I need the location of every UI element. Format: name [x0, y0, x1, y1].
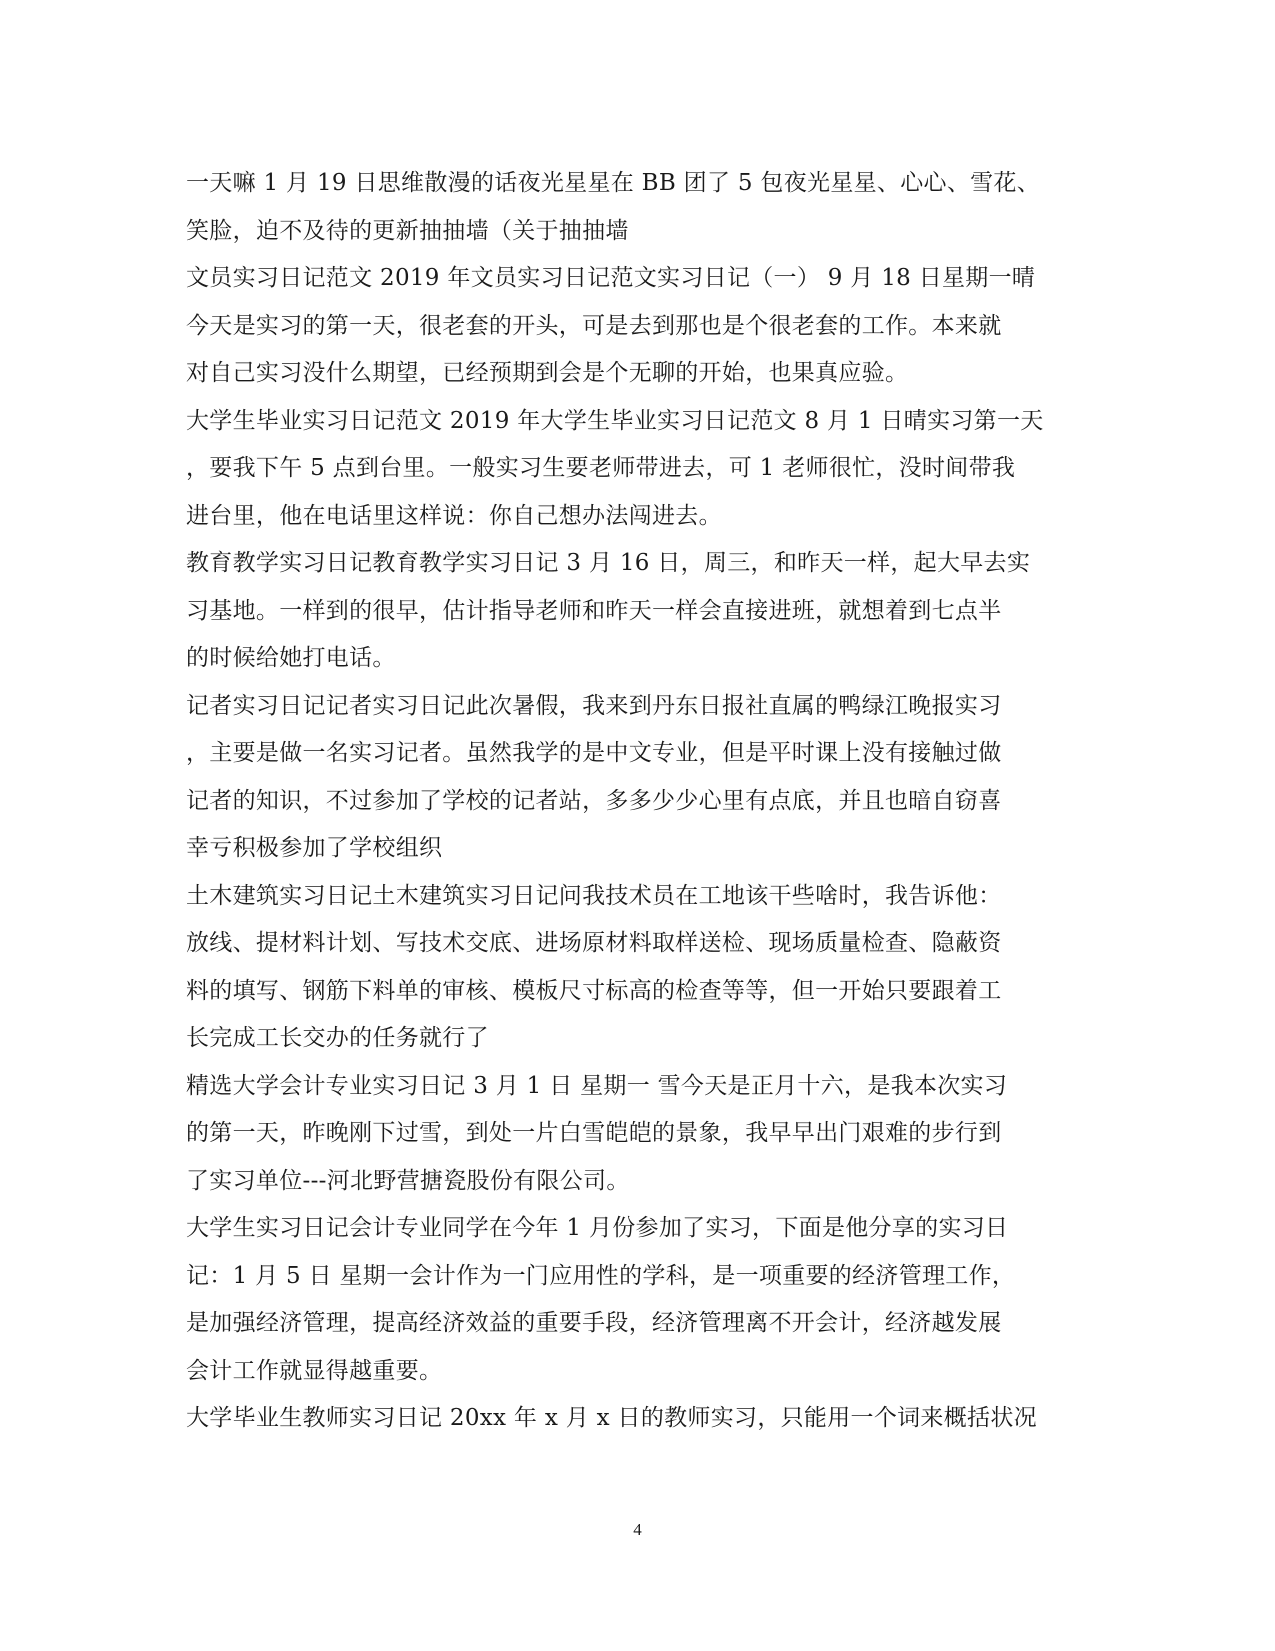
- text-line: 文员实习日记范文 2019 年文员实习日记范文实习日记（一） 9 月 18 日星期一晴: [186, 265, 1036, 291]
- text-line: 今天是实习的第一天，很老套的开头，可是去到那也是个很老套的工作。本来就: [186, 312, 1002, 339]
- text-line: 精选大学会计专业实习日记 3 月 1 日 星期一 雪今天是正月十六，是我本次实习: [186, 1072, 1008, 1099]
- text-line: 长完成工长交办的任务就行了: [186, 1025, 489, 1051]
- text-line: 了实习单位---河北野营搪瓷股份有限公司。: [186, 1167, 630, 1194]
- text-line: 记者实习日记记者实习日记此次暑假，我来到丹东日报社直属的鸭绿江晚报实习: [186, 692, 1002, 719]
- text-line: 教育教学实习日记教育教学实习日记 3 月 16 日，周三，和昨天一样，起大早去实: [186, 550, 1031, 576]
- text-line: 的第一天，昨晚刚下过雪，到处一片白雪皑皑的景象，我早早出门艰难的步行到: [186, 1120, 1002, 1146]
- page-number: 4: [633, 1520, 642, 1539]
- text-line: 的时候给她打电话。: [186, 645, 396, 671]
- text-line: 大学生毕业实习日记范文 2019 年大学生毕业实习日记范文 8 月 1 日晴实习第一天: [186, 407, 1044, 434]
- text-line: 料的填写、钢筋下料单的审核、模板尺寸标高的检查等等，但一开始只要跟着工: [186, 977, 1002, 1004]
- text-line: 是加强经济管理，提高经济效益的重要手段，经济管理离不开会计，经济越发展: [186, 1310, 1002, 1336]
- text-line: 记者的知识，不过参加了学校的记者站，多多少少心里有点底，并且也暗自窃喜: [186, 787, 1002, 814]
- text-line: 习基地。一样到的很早，估计指导老师和昨天一样会直接进班，就想着到七点半: [186, 597, 1002, 624]
- text-line: 大学生实习日记会计专业同学在今年 1 月份参加了实习，下面是他分享的实习日: [186, 1215, 1009, 1241]
- text-line: ，要我下午 5 点到台里。一般实习生要老师带进去，可 1 老师很忙，没时间带我: [186, 455, 1016, 481]
- text-line: 对自己实习没什么期望，已经预期到会是个无聊的开始，也果真应验。: [186, 360, 909, 386]
- text-line: 幸亏积极参加了学校组织: [186, 835, 443, 861]
- text-line: 土木建筑实习日记土木建筑实习日记问我技术员在工地该干些啥时，我告诉他：: [186, 882, 1002, 909]
- text-line: 会计工作就显得越重要。: [186, 1357, 443, 1384]
- body-text: [186, 160, 1062, 1443]
- text-line: 放线、提材料计划、写技术交底、进场原材料取样送检、现场质量检查、隐蔽资: [186, 930, 1002, 956]
- text-line: ，主要是做一名实习记者。虽然我学的是中文专业，但是平时课上没有接触过做: [186, 740, 1002, 766]
- text-line: 进台里，他在电话里这样说：你自己想办法闯进去。: [186, 502, 722, 529]
- text-line: 记：1 月 5 日 星期一会计作为一门应用性的学科，是一项重要的经济管理工作，: [186, 1262, 1016, 1289]
- text-line: 大学毕业生教师实习日记 20xx 年 x 月 x 日的教师实习，只能用一个词来概括状况: [186, 1405, 1037, 1431]
- text-line: 笑脸，迫不及待的更新抽抽墙（关于抽抽墙: [186, 217, 629, 244]
- text-line: 一天嘛 1 月 19 日思维散漫的话夜光星星在 BB 团了 5 包夜光星星、心心、雪花、: [186, 170, 1041, 196]
